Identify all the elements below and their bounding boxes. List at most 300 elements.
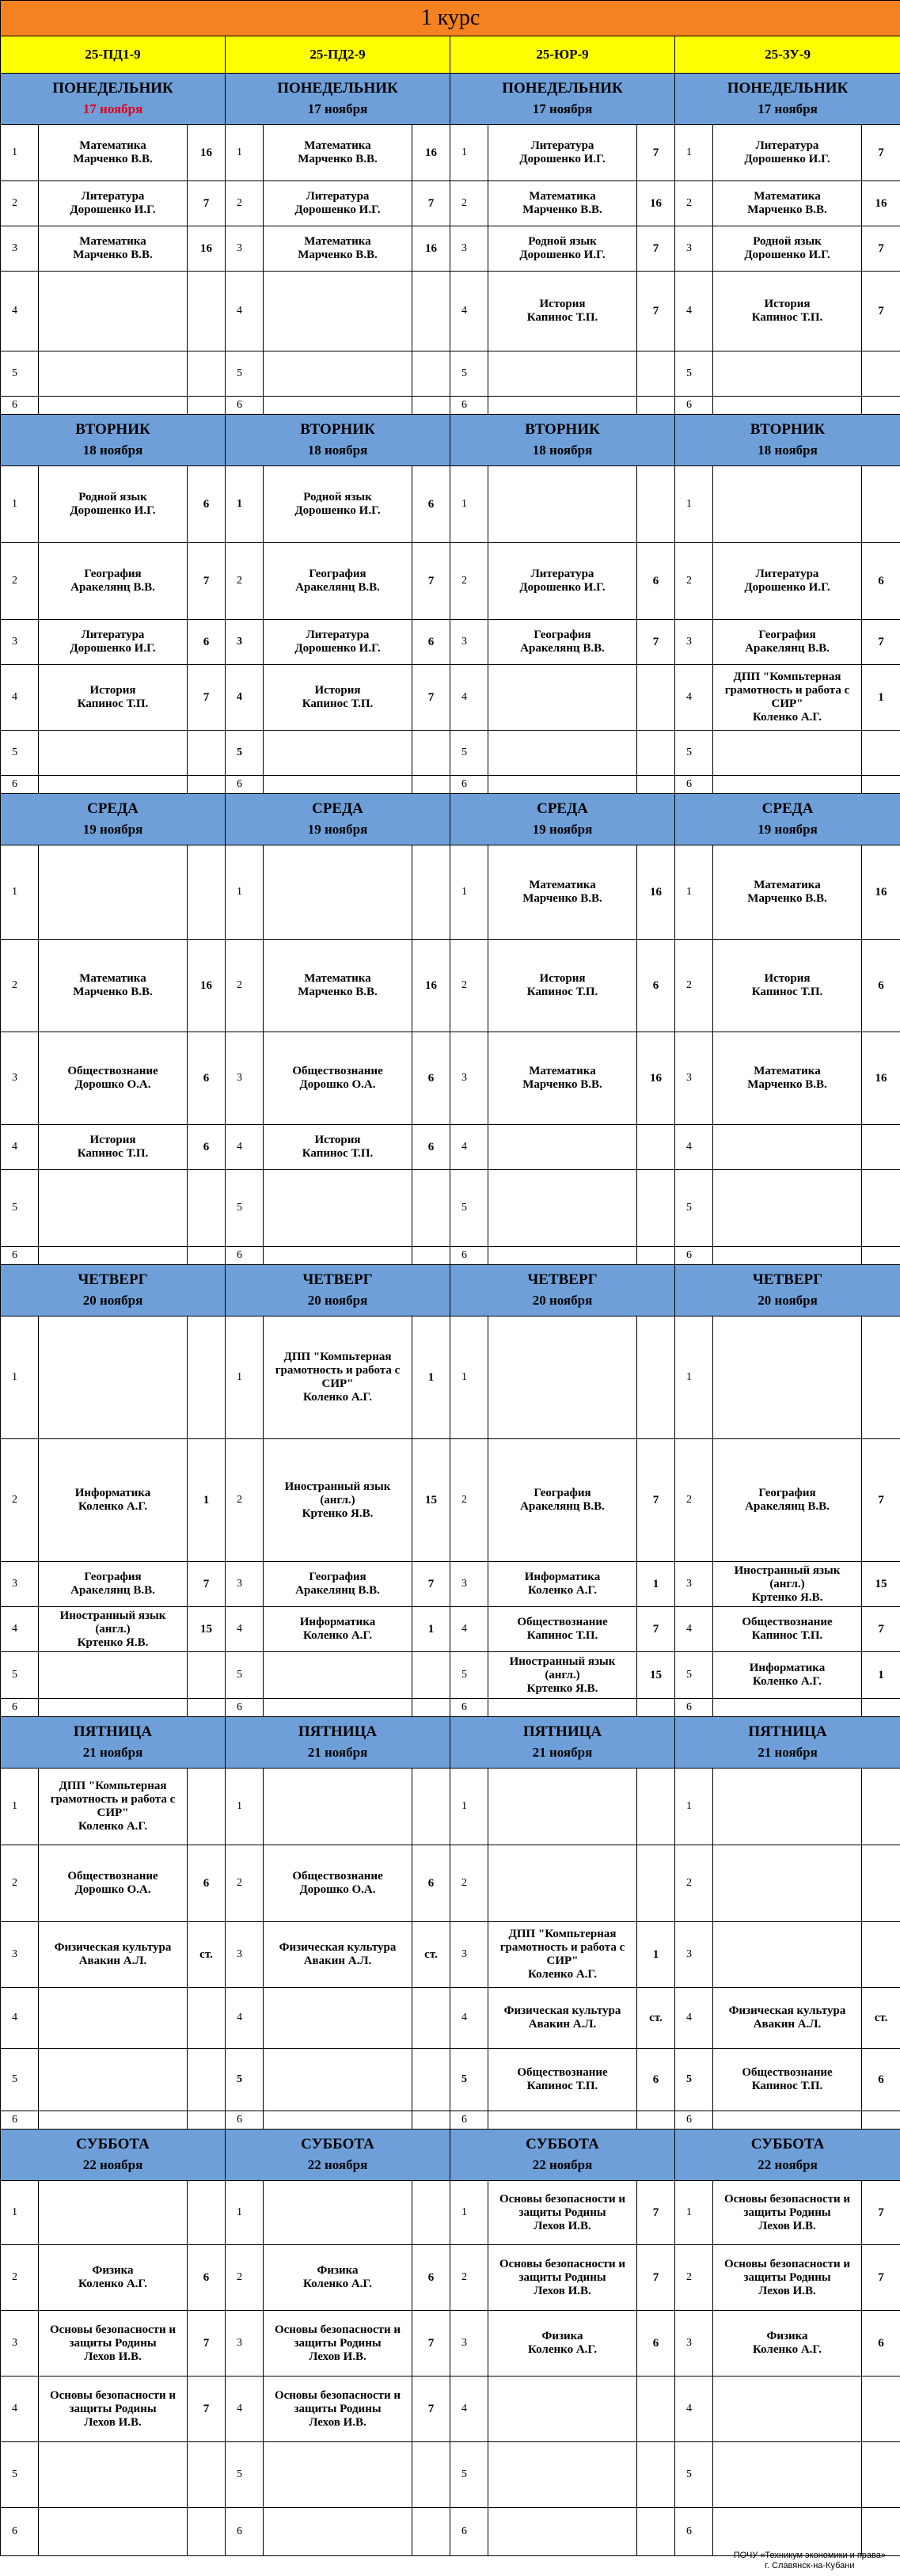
lesson-room: 1	[862, 665, 900, 731]
lesson-subject	[264, 397, 412, 415]
lesson-subject	[39, 2181, 188, 2245]
lesson-subject	[713, 1170, 862, 1247]
lesson-room: 16	[637, 1032, 675, 1125]
lesson-room	[637, 2111, 675, 2130]
lesson-subject	[713, 125, 862, 181]
lesson-text-line: Капинос Т.П.	[77, 1147, 149, 1160]
lesson-room	[412, 2508, 450, 2556]
lesson-subject	[264, 2245, 412, 2311]
lesson-text-line: Марченко В.В.	[73, 153, 153, 165]
day-date: 19 ноября	[532, 822, 593, 837]
lesson-subject	[488, 845, 637, 940]
lesson-subject	[264, 543, 412, 620]
lesson-subject	[713, 2245, 862, 2311]
lesson-subject	[264, 776, 412, 794]
lesson-subject	[264, 1170, 412, 1247]
lesson-number: 1	[675, 845, 713, 940]
lesson-subject	[39, 226, 188, 272]
lesson-subject	[39, 776, 188, 794]
lesson-room: 6	[412, 1032, 450, 1125]
lesson-text-line: Дорошенко И.Г.	[744, 153, 830, 165]
lesson-room	[412, 1699, 450, 1717]
lesson-subject	[488, 2245, 637, 2311]
lesson-subject	[488, 1032, 637, 1125]
lesson-subject	[713, 845, 862, 940]
lesson-text-line: География	[309, 568, 366, 580]
lesson-text-line: СИР"	[546, 1955, 579, 1967]
lesson-text-line: Литература	[81, 629, 145, 641]
day-header	[226, 2130, 450, 2181]
lesson-number: 2	[1, 940, 39, 1032]
lesson-number: 4	[226, 1607, 264, 1652]
day-date: 22 ноября	[532, 2157, 593, 2172]
lesson-room	[188, 845, 226, 940]
lesson-room: 7	[412, 2311, 450, 2377]
lesson-room	[862, 1170, 900, 1247]
lesson-number: 1	[226, 1769, 264, 1845]
group-header: 25-ЗУ-9	[675, 36, 900, 74]
lesson-text-line: Аракелянц В.В.	[520, 642, 605, 655]
lesson-room	[412, 272, 450, 351]
lesson-number: 4	[226, 1125, 264, 1170]
lesson-number: 4	[675, 1988, 713, 2049]
lesson-number: 5	[226, 351, 264, 397]
lesson-number: 6	[450, 2111, 488, 2130]
lesson-room: 7	[637, 272, 675, 351]
lesson-text-line: Коленко А.Г.	[302, 1391, 373, 1404]
lesson-text-line: Капинос Т.П.	[751, 2080, 823, 2092]
lesson-subject	[264, 1607, 412, 1652]
lesson-text-line: (англ.)	[320, 1493, 355, 1506]
lesson-row	[1, 2111, 900, 2130]
lesson-text-line: Основы безопасности и	[499, 2192, 626, 2206]
lesson-text-line: Капинос Т.П.	[751, 1629, 823, 1642]
lesson-row	[1, 1652, 900, 1699]
lesson-subject	[488, 1845, 637, 1922]
lesson-number: 3	[675, 1562, 713, 1607]
lesson-text-line: Капинос Т.П.	[526, 2080, 598, 2092]
lesson-number: 3	[1, 1032, 39, 1125]
lesson-text-line: ДПП "Компьтерная	[283, 1351, 392, 1363]
lesson-room: 6	[412, 2245, 450, 2311]
day-header-row	[1, 74, 900, 125]
lesson-text-line: Математика	[79, 972, 146, 985]
day-date: 18 ноября	[82, 443, 143, 458]
lesson-subject	[39, 1607, 188, 1652]
lesson-number: 4	[226, 1988, 264, 2049]
lesson-subject	[264, 1699, 412, 1717]
day-header	[450, 2130, 675, 2181]
lesson-number: 4	[226, 2377, 264, 2442]
lesson-room: 6	[637, 2311, 675, 2377]
lesson-text-line: грамотность и работа с	[50, 1793, 176, 1806]
lesson-text-line: Коленко А.Г.	[752, 711, 822, 724]
lesson-room: 6	[188, 1032, 226, 1125]
lesson-number: 1	[450, 125, 488, 181]
lesson-number: 1	[1, 2181, 39, 2245]
lesson-subject	[488, 1988, 637, 2049]
lesson-number: 3	[450, 1562, 488, 1607]
lesson-room: 7	[862, 125, 900, 181]
lesson-row	[1, 665, 900, 731]
day-name: ЧЕТВЕРГ	[752, 1271, 823, 1288]
day-date: 18 ноября	[307, 443, 368, 458]
lesson-number: 1	[1, 1316, 39, 1439]
lesson-room: 6	[637, 940, 675, 1032]
lesson-subject	[264, 731, 412, 776]
lesson-room	[862, 351, 900, 397]
lesson-subject	[488, 2181, 637, 2245]
lesson-row	[1, 1988, 900, 2049]
day-name: ЧЕТВЕРГ	[78, 1271, 148, 1288]
lesson-number: 2	[450, 181, 488, 226]
lesson-room	[862, 1699, 900, 1717]
lesson-subject	[713, 1988, 862, 2049]
lesson-number: 6	[675, 397, 713, 415]
lesson-text-line: Коленко А.Г.	[78, 2278, 148, 2290]
lesson-subject	[39, 181, 188, 226]
lesson-room: 1	[862, 1652, 900, 1699]
lesson-row	[1, 845, 900, 940]
lesson-room	[637, 1125, 675, 1170]
lesson-text-line: Авакин А.Л.	[303, 1955, 372, 1967]
lesson-number: 3	[675, 2311, 713, 2377]
lesson-subject	[713, 665, 862, 731]
lesson-number: 5	[675, 2049, 713, 2111]
day-header	[450, 794, 675, 845]
lesson-room	[637, 1316, 675, 1439]
lesson-row	[1, 181, 900, 226]
lesson-number: 5	[1, 2442, 39, 2508]
lesson-number: 1	[450, 845, 488, 940]
lesson-subject	[264, 845, 412, 940]
day-header	[675, 794, 900, 845]
lesson-text-line: Основы безопасности и	[49, 2388, 177, 2402]
lesson-number: 3	[450, 1032, 488, 1125]
lesson-room: 7	[188, 543, 226, 620]
lesson-number: 5	[675, 1652, 713, 1699]
lesson-room	[862, 466, 900, 543]
lesson-subject	[264, 2377, 412, 2442]
lesson-room: 6	[862, 2049, 900, 2111]
lesson-number: 4	[675, 2377, 713, 2442]
lesson-number: 4	[450, 1125, 488, 1170]
lesson-number: 5	[450, 731, 488, 776]
lesson-number: 2	[1, 1845, 39, 1922]
lesson-subject	[713, 620, 862, 665]
lesson-text-line: Капинос Т.П.	[751, 986, 823, 998]
day-date: 19 ноября	[82, 822, 143, 837]
lesson-number: 5	[675, 731, 713, 776]
lesson-number: 6	[675, 1699, 713, 1717]
day-date: 22 ноября	[307, 2157, 368, 2172]
lesson-subject	[39, 1769, 188, 1845]
lesson-number: 6	[675, 1247, 713, 1265]
day-date: 21 ноября	[532, 1745, 593, 1760]
day-name: ПОНЕДЕЛЬНИК	[277, 80, 398, 97]
lesson-text-line: защиты Родины	[518, 2206, 606, 2219]
lesson-text-line: Математика	[529, 190, 596, 203]
day-date: 19 ноября	[758, 822, 818, 837]
lesson-room: 16	[412, 125, 450, 181]
day-name: СРЕДА	[87, 800, 139, 817]
lesson-subject	[264, 665, 412, 731]
lesson-number: 1	[450, 466, 488, 543]
lesson-subject	[713, 2508, 862, 2556]
lesson-text-line: Физика	[766, 2330, 808, 2342]
lesson-number: 3	[226, 1032, 264, 1125]
lesson-number: 6	[226, 1699, 264, 1717]
lesson-number: 1	[226, 845, 264, 940]
lesson-text-line: Дорошенко И.Г.	[294, 504, 381, 517]
lesson-subject	[39, 272, 188, 351]
day-name: ВТОРНИК	[525, 421, 600, 438]
lesson-subject	[713, 776, 862, 794]
lesson-subject	[264, 272, 412, 351]
lesson-subject	[264, 1845, 412, 1922]
lesson-subject	[713, 1769, 862, 1845]
lesson-room	[862, 2508, 900, 2556]
lesson-subject	[264, 1032, 412, 1125]
day-header	[675, 1717, 900, 1769]
lesson-subject	[488, 2111, 637, 2130]
lesson-text-line: Марченко В.В.	[747, 1078, 827, 1091]
lesson-number: 1	[1, 125, 39, 181]
day-date: 17 ноября	[758, 101, 818, 116]
lesson-number: 6	[226, 776, 264, 794]
day-header	[1, 1265, 226, 1316]
lesson-subject	[488, 776, 637, 794]
lesson-row	[1, 1607, 900, 1652]
lesson-text-line: История	[89, 1134, 136, 1146]
lesson-text-line: защиты Родины	[518, 2270, 606, 2284]
day-header-row	[1, 415, 900, 466]
lesson-room: 1	[412, 1607, 450, 1652]
lesson-text-line: Марченко В.В.	[747, 892, 827, 905]
lesson-room	[862, 1922, 900, 1988]
lesson-number: 4	[1, 272, 39, 351]
lesson-subject	[488, 1125, 637, 1170]
lesson-text-line: защиты Родины	[69, 2336, 157, 2350]
lesson-room: 6	[862, 2311, 900, 2377]
lesson-number: 1	[450, 1316, 488, 1439]
lesson-room: 7	[637, 2245, 675, 2311]
lesson-row	[1, 940, 900, 1032]
day-header-row	[1, 794, 900, 845]
lesson-text-line: Капинос Т.П.	[526, 986, 598, 998]
lesson-number: 2	[675, 543, 713, 620]
lesson-text-line: География	[758, 1487, 816, 1499]
lesson-subject	[713, 543, 862, 620]
lesson-room: 7	[188, 665, 226, 731]
lesson-number: 3	[226, 1562, 264, 1607]
lesson-number: 1	[450, 2181, 488, 2245]
lesson-room	[188, 351, 226, 397]
group-header-row	[1, 36, 900, 74]
lesson-text-line: История	[314, 1134, 361, 1146]
lesson-text-line: Лехов И.В.	[309, 2415, 366, 2429]
lesson-text-line: Информатика	[749, 1662, 826, 1674]
lesson-number: 5	[675, 351, 713, 397]
lesson-room	[412, 731, 450, 776]
lesson-number: 1	[226, 466, 264, 543]
lesson-subject	[713, 1845, 862, 1922]
lesson-number: 3	[450, 1922, 488, 1988]
lesson-text-line: Дорошенко И.Г.	[519, 581, 606, 594]
lesson-number: 5	[450, 1652, 488, 1699]
lesson-subject	[713, 2111, 862, 2130]
lesson-text-line: (англ.)	[95, 1622, 131, 1636]
lesson-text-line: Дорошенко И.Г.	[70, 642, 156, 655]
lesson-subject	[39, 2508, 188, 2556]
lesson-number: 1	[450, 1769, 488, 1845]
lesson-subject	[264, 1988, 412, 2049]
lesson-subject	[39, 731, 188, 776]
lesson-number: 2	[675, 1845, 713, 1922]
lesson-room	[637, 2508, 675, 2556]
lesson-text-line: Капинос Т.П.	[302, 697, 374, 710]
lesson-room: ст.	[637, 1988, 675, 2049]
lesson-subject	[713, 397, 862, 415]
lesson-subject	[488, 2442, 637, 2508]
lesson-room	[188, 1769, 226, 1845]
day-date: 20 ноября	[758, 1293, 818, 1308]
lesson-subject	[39, 1170, 188, 1247]
lesson-subject	[713, 1032, 862, 1125]
lesson-number: 1	[675, 1316, 713, 1439]
lesson-number: 4	[1, 1125, 39, 1170]
lesson-text-line: Дорошенко И.Г.	[294, 642, 381, 655]
lesson-text-line: грамотность и работа с	[724, 684, 850, 697]
lesson-text-line: Обществознание	[67, 1870, 158, 1883]
lesson-row	[1, 272, 900, 351]
lesson-row	[1, 1247, 900, 1265]
lesson-subject	[39, 2377, 188, 2442]
lesson-room	[637, 665, 675, 731]
lesson-text-line: Аракелянц В.В.	[745, 642, 830, 655]
lesson-room: 7	[862, 272, 900, 351]
lesson-text-line: Основы безопасности и	[499, 2257, 626, 2270]
lesson-number: 3	[675, 226, 713, 272]
lesson-number: 5	[1, 731, 39, 776]
lesson-row	[1, 226, 900, 272]
lesson-room	[862, 2377, 900, 2442]
lesson-row	[1, 2245, 900, 2311]
lesson-number: 4	[675, 1125, 713, 1170]
lesson-room: 16	[412, 226, 450, 272]
lesson-room: 6	[188, 2245, 226, 2311]
lesson-room	[637, 397, 675, 415]
lesson-room: 7	[188, 2377, 226, 2442]
lesson-row	[1, 351, 900, 397]
lesson-text-line: Авакин А.Л.	[528, 2018, 597, 2031]
lesson-text-line: Обществознание	[742, 1616, 833, 1628]
lesson-number: 5	[1, 2049, 39, 2111]
lesson-text-line: История	[89, 684, 136, 697]
lesson-text-line: Математика	[79, 139, 146, 152]
lesson-text-line: Математика	[304, 139, 371, 152]
lesson-row	[1, 2311, 900, 2377]
lesson-room: 6	[412, 620, 450, 665]
lesson-number: 3	[1, 1562, 39, 1607]
lesson-room	[412, 2442, 450, 2508]
lesson-text-line: Физика	[541, 2330, 583, 2342]
lesson-number: 5	[226, 2049, 264, 2111]
lesson-number: 2	[1, 543, 39, 620]
lesson-subject	[713, 2311, 862, 2377]
lesson-row	[1, 1316, 900, 1439]
lesson-subject	[713, 2377, 862, 2442]
lesson-text-line: Лехов И.В.	[758, 2219, 816, 2232]
day-header	[675, 74, 900, 125]
lesson-subject	[713, 1607, 862, 1652]
lesson-subject	[264, 226, 412, 272]
lesson-number: 3	[1, 1922, 39, 1988]
lesson-row	[1, 1170, 900, 1247]
lesson-number: 2	[450, 543, 488, 620]
lesson-number: 4	[450, 1988, 488, 2049]
lesson-number: 2	[226, 543, 264, 620]
lesson-room	[412, 2111, 450, 2130]
lesson-subject	[39, 1247, 188, 1265]
lesson-subject	[713, 466, 862, 543]
lesson-text-line: защиты Родины	[743, 2270, 831, 2284]
lesson-text-line: Физическая культура	[503, 2004, 621, 2017]
lesson-text-line: СИР"	[771, 697, 803, 710]
lesson-room: 7	[412, 1562, 450, 1607]
lesson-subject	[488, 1769, 637, 1845]
lesson-subject	[713, 1316, 862, 1439]
lesson-room: 16	[637, 181, 675, 226]
lesson-number: 1	[675, 1769, 713, 1845]
lesson-number: 2	[675, 181, 713, 226]
lesson-number: 4	[226, 665, 264, 731]
lesson-row	[1, 1769, 900, 1845]
lesson-text-line: Родной язык	[303, 491, 372, 503]
lesson-room: 7	[412, 665, 450, 731]
lesson-text-line: Физика	[317, 2264, 359, 2277]
lesson-subject	[488, 940, 637, 1032]
lesson-subject	[488, 466, 637, 543]
lesson-room: 16	[188, 125, 226, 181]
lesson-text-line: Обществознание	[292, 1065, 383, 1077]
day-name: ВТОРНИК	[75, 421, 150, 438]
lesson-room	[862, 2442, 900, 2508]
lesson-number: 2	[450, 2245, 488, 2311]
lesson-number: 1	[1, 466, 39, 543]
lesson-number: 4	[450, 2377, 488, 2442]
lesson-room: 7	[637, 125, 675, 181]
lesson-subject	[264, 1652, 412, 1699]
lesson-text-line: История	[539, 972, 586, 985]
lesson-text-line: Математика	[529, 879, 596, 891]
lesson-text-line: Капинос Т.П.	[302, 1147, 374, 1160]
lesson-subject	[264, 466, 412, 543]
lesson-text-line: Иностранный язык	[734, 1563, 841, 1577]
lesson-text-line: Иностранный язык	[284, 1480, 391, 1493]
lesson-number: 5	[450, 2442, 488, 2508]
lesson-subject	[39, 2245, 188, 2311]
lesson-number: 5	[226, 1652, 264, 1699]
lesson-text-line: Лехов И.В.	[309, 2350, 366, 2363]
lesson-text-line: Математика	[754, 1065, 821, 1077]
lesson-subject	[488, 1699, 637, 1717]
lesson-number: 4	[1, 1988, 39, 2049]
lesson-row	[1, 776, 900, 794]
lesson-room	[637, 1170, 675, 1247]
lesson-number: 6	[226, 397, 264, 415]
lesson-subject	[39, 543, 188, 620]
